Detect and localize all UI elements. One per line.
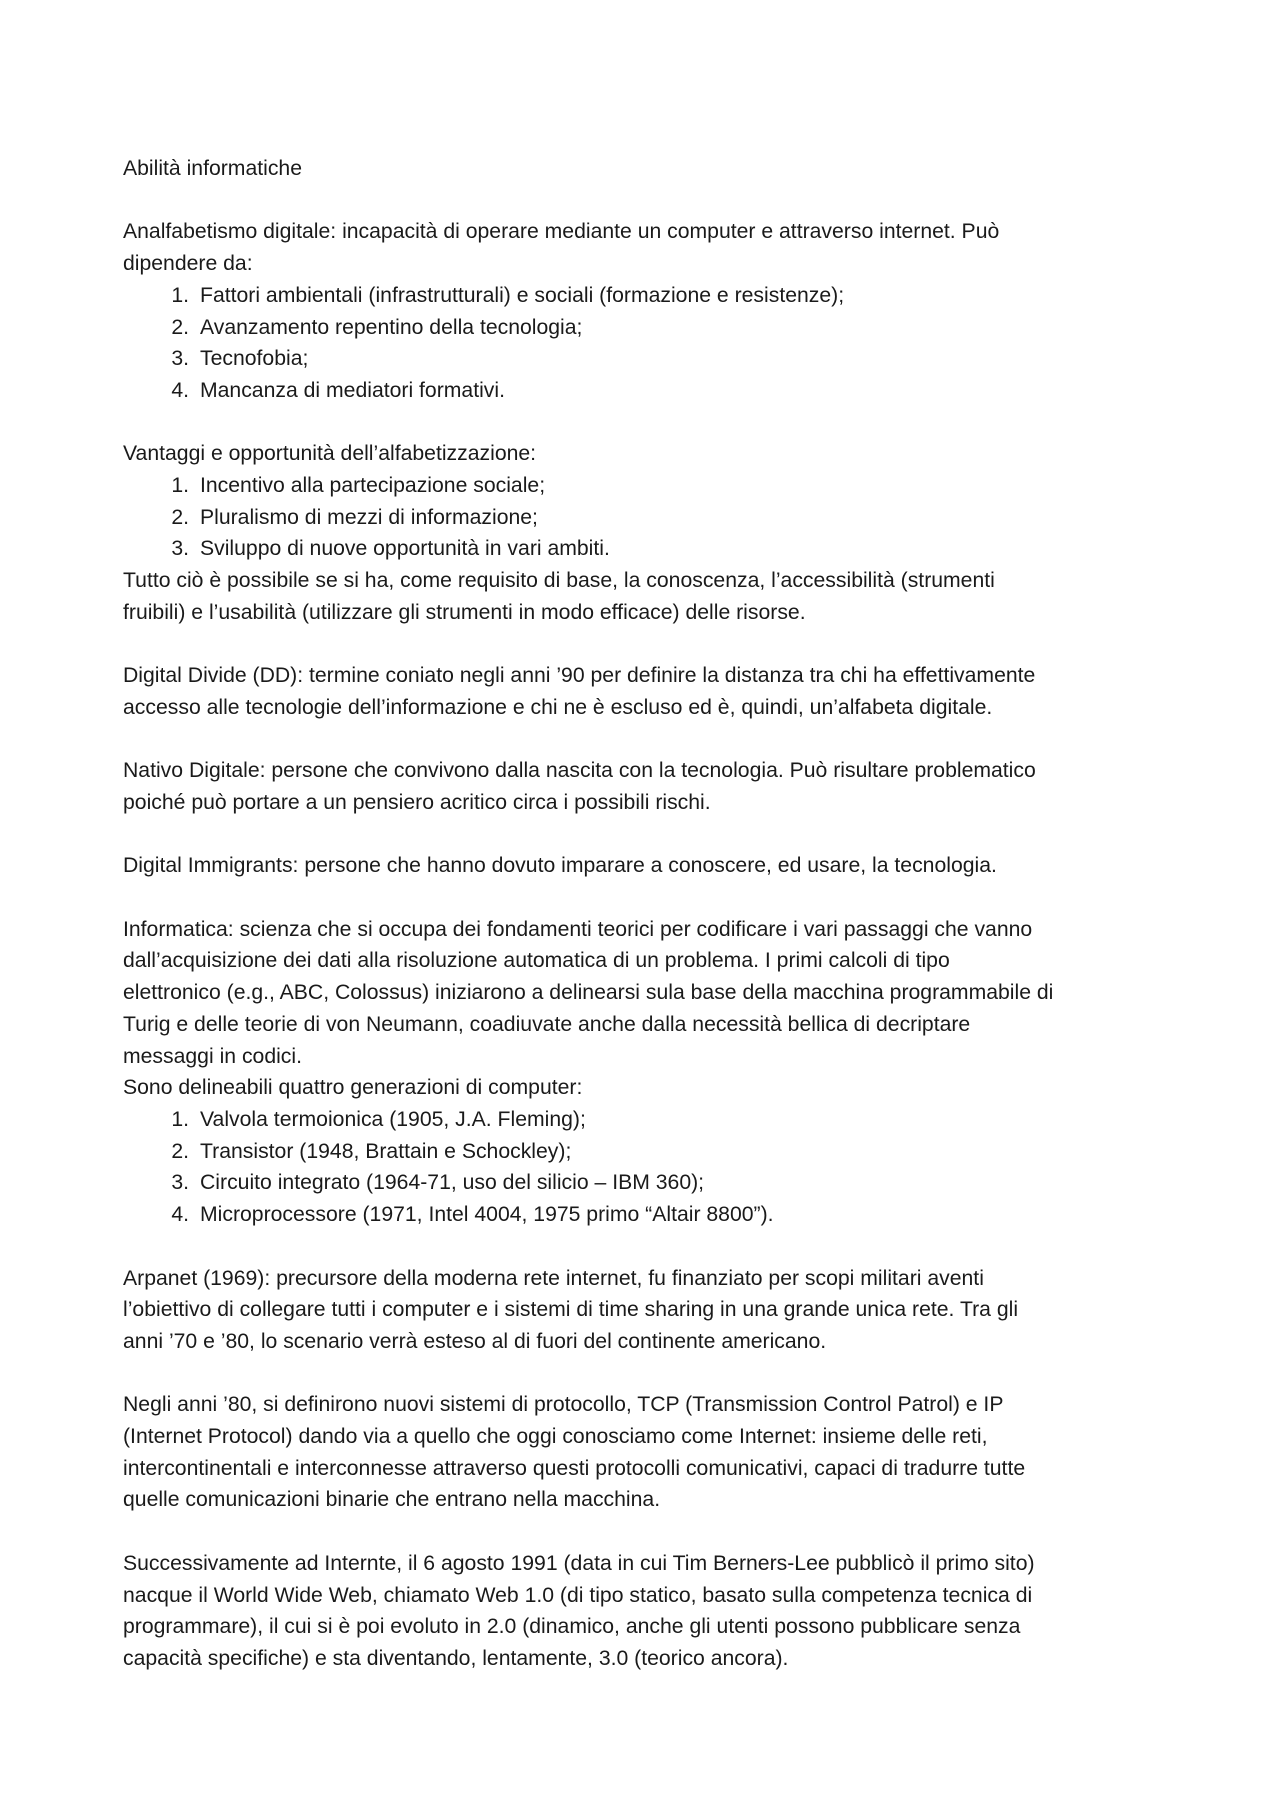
numbered-list	[123, 280, 1173, 407]
paragraph-line: l’obiettivo di collegare tutti i computer e i sistemi di time sharing in una grande unica rete. Tra gli	[123, 1298, 1019, 1322]
numbered-list	[123, 1104, 1173, 1231]
spacer	[123, 1516, 1173, 1548]
paragraph-line: dipendere da:	[123, 252, 253, 276]
spacer	[123, 185, 1173, 217]
paragraph-line: Arpanet (1969): precursore della moderna rete internet, fu finanziato per scopi militari aventi	[123, 1266, 984, 1290]
paragraph-line: Vantaggi e opportunità dell’alfabetizzazione:	[123, 442, 537, 466]
paragraph-line: dall’acquisizione dei dati alla risoluzione automatica di un problema. I primi calcoli di tipo	[123, 949, 950, 973]
paragraph-line: programmare), il cui si è poi evoluto in 2.0 (dinamico, anche gli utenti possono pubblicare senza	[123, 1615, 1021, 1639]
list-item: 2. Pluralismo di mezzi di informazione;	[171, 505, 538, 529]
document-page	[123, 153, 1173, 1675]
spacer	[123, 882, 1173, 914]
paragraph-line: accesso alle tecnologie dell’informazione e chi ne è escluso ed è, quindi, un’alfabeta digitale.	[123, 695, 993, 719]
paragraph-line: nacque il World Wide Web, chiamato Web 1.0 (di tipo statico, basato sulla competenza tecnica di	[123, 1583, 1033, 1607]
paragraph-line: Negli anni ’80, si definirono nuovi sistemi di protocollo, TCP (Transmission Control Patrol) e IP	[123, 1393, 1004, 1417]
spacer	[123, 629, 1173, 661]
paragraph-line: Turig e delle teorie di von Neumann, coadiuvate anche dalla necessità bellica di decriptare	[123, 1012, 971, 1036]
paragraph-line: Nativo Digitale: persone che convivono dalla nascita con la tecnologia. Può risultare problematico	[123, 759, 1036, 783]
paragraph-line: Successivamente ad Internte, il 6 agosto 1991 (data in cui Tim Berners-Lee pubblicò il primo sito)	[123, 1551, 1035, 1575]
spacer	[123, 724, 1173, 756]
paragraph-line: Digital Divide (DD): termine coniato negli anni ’90 per definire la distanza tra chi ha effettivamente	[123, 664, 1036, 688]
paragraph-line: capacità specifiche) e sta diventando, lentamente, 3.0 (teorico ancora).	[123, 1646, 789, 1670]
spacer	[123, 1231, 1173, 1263]
paragraph-line: quelle comunicazioni binarie che entrano nella macchina.	[123, 1488, 661, 1512]
list-item: 3. Sviluppo di nuove opportunità in vari ambiti.	[171, 537, 610, 561]
list-item: 2. Avanzamento repentino della tecnologia;	[171, 315, 583, 339]
spacer	[123, 819, 1173, 851]
paragraph-line: Informatica: scienza che si occupa dei fondamenti teorici per codificare i vari passaggi che vanno	[123, 917, 1033, 941]
paragraph-line: Analfabetismo digitale: incapacità di operare mediante un computer e attraverso internet. Può	[123, 220, 1000, 244]
paragraph-line: fruibili) e l’usabilità (utilizzare gli strumenti in modo efficace) delle risorse.	[123, 600, 806, 624]
paragraph-line: messaggi in codici.	[123, 1044, 302, 1068]
paragraph-line: poiché può portare a un pensiero acritico circa i possibili rischi.	[123, 791, 711, 814]
document-title: Abilità informatiche	[123, 157, 302, 180]
list-item: 1. Incentivo alla partecipazione sociale;	[171, 474, 546, 497]
spacer	[123, 407, 1173, 439]
spacer	[123, 1358, 1173, 1390]
paragraph-line: (Internet Protocol) dando via a quello che oggi conosciamo come Internet: insieme delle reti,	[123, 1425, 988, 1448]
paragraph-line: Tutto ciò è possibile se si ha, come requisito di base, la conoscenza, l’accessibilità (strumenti	[123, 569, 995, 593]
paragraph-line: intercontinentali e interconnesse attraverso questi protocolli comunicativi, capaci di tradurre tutte	[123, 1456, 1026, 1480]
list-item: 3. Tecnofobia;	[171, 347, 309, 371]
list-item: 3. Circuito integrato (1964-71, uso del silicio – IBM 360);	[171, 1171, 705, 1195]
numbered-list	[123, 470, 1173, 565]
list-item: 1. Fattori ambientali (infrastrutturali) e sociali (formazione e resistenze);	[171, 283, 845, 307]
list-item: 1. Valvola termoionica (1905, J.A. Fleming);	[171, 1108, 586, 1131]
list-item: 4. Mancanza di mediatori formativi.	[171, 378, 505, 402]
paragraph-line: Sono delineabili quattro generazioni di computer:	[123, 1076, 583, 1100]
list-item: 4. Microprocessore (1971, Intel 4004, 1975 primo “Altair 8800”).	[171, 1203, 774, 1227]
list-item: 2. Transistor (1948, Brattain e Schockley);	[171, 1139, 572, 1163]
paragraph-line: Digital Immigrants: persone che hanno dovuto imparare a conoscere, ed usare, la tecnologia.	[123, 854, 997, 878]
paragraph-line: elettronico (e.g., ABC, Colossus) iniziarono a delinearsi sula base della macchina programmabile di	[123, 981, 1054, 1005]
paragraph-line: anni ’70 e ’80, lo scenario verrà esteso al di fuori del continente americano.	[123, 1329, 827, 1353]
